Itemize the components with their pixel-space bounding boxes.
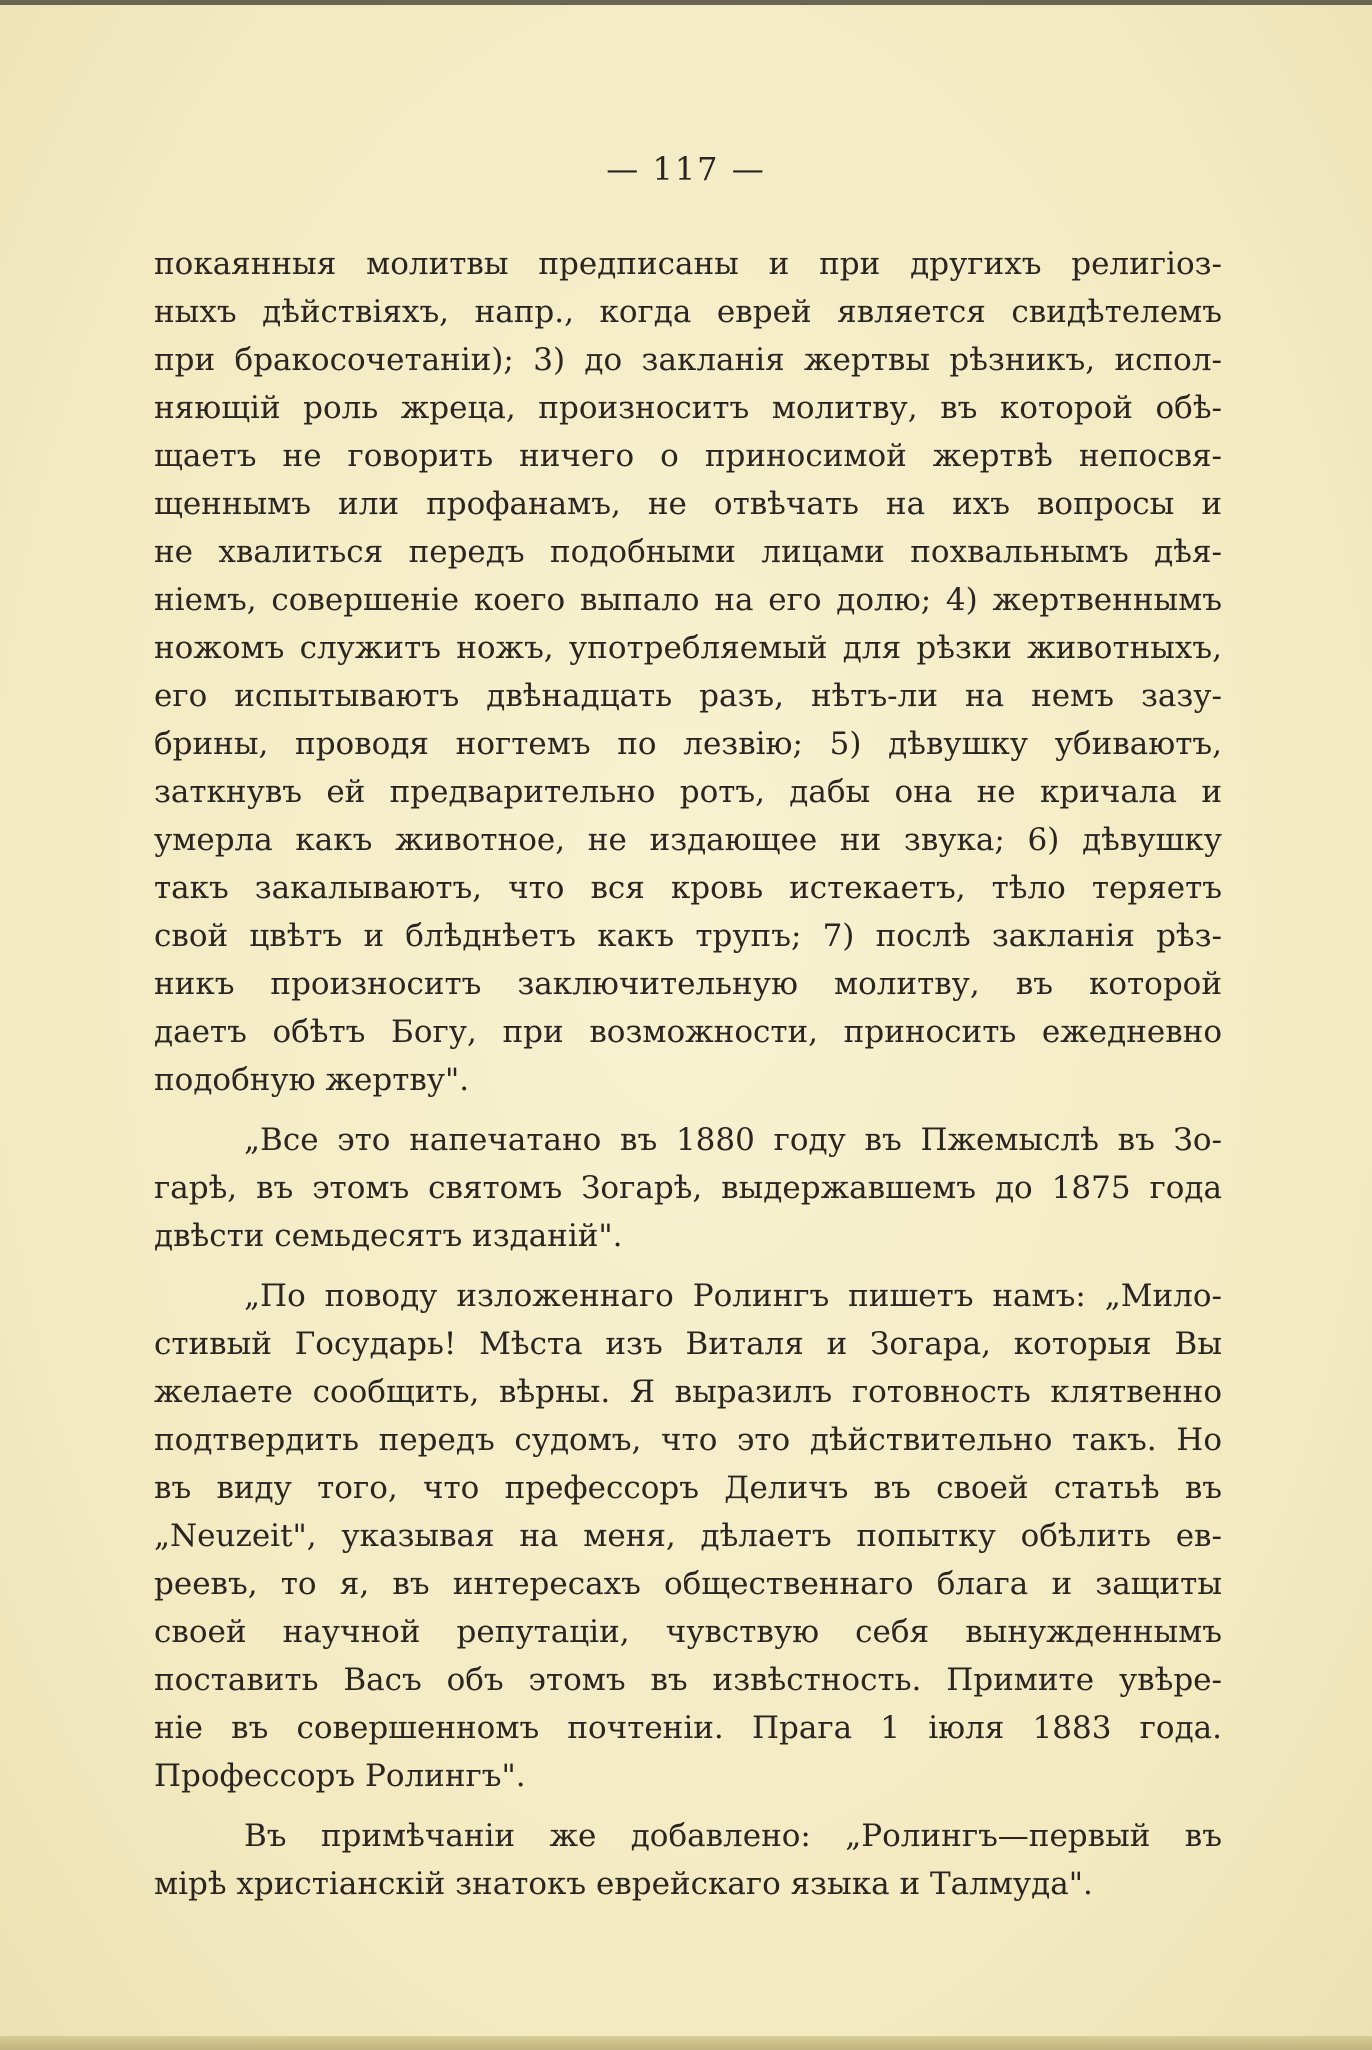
text-line: ныхъ дѣйствіяхъ, напр., когда еврей является свидѣтелемъ bbox=[154, 294, 1222, 330]
text-line: „Neuzeit", указывая на меня, дѣлаетъ попытку обѣлить ев- bbox=[154, 1518, 1222, 1554]
text-line: свой цвѣтъ и блѣднѣетъ какъ трупъ; 7) послѣ закланія рѣз- bbox=[154, 918, 1222, 954]
page-number: — 117 — bbox=[606, 150, 766, 188]
text-line: Профессоръ Ролингъ". bbox=[154, 1758, 526, 1794]
text-line: ніемъ, совершеніе коего выпало на его долю; 4) жертвеннымъ bbox=[154, 582, 1222, 618]
text-line: такъ закалываютъ, что вся кровь истекаетъ, тѣло теряетъ bbox=[154, 870, 1222, 906]
text-line: реевъ, то я, въ интересахъ общественнаго блага и защиты bbox=[154, 1566, 1222, 1602]
text-line: „Все это напечатано въ 1880 году въ Пжемыслѣ въ Зо- bbox=[244, 1122, 1222, 1158]
text-line: ніе въ совершенномъ почтеніи. Прага 1 іюля 1883 года. bbox=[154, 1710, 1222, 1746]
text-line: своей научной репутаціи, чувствую себя вынужденнымъ bbox=[154, 1614, 1222, 1650]
text-line: умерла какъ животное, не издающее ни звука; 6) дѣвушку bbox=[154, 822, 1222, 858]
text-line: брины, проводя ногтемъ по лезвію; 5) дѣвушку убиваютъ, bbox=[154, 726, 1222, 762]
page-bottom-edge bbox=[0, 2036, 1372, 2050]
text-line: ножомъ служитъ ножъ, употребляемый для рѣзки животныхъ, bbox=[154, 630, 1222, 666]
text-line: подтвердить передъ судомъ, что это дѣйствительно такъ. Но bbox=[154, 1422, 1222, 1458]
paragraph-p3 bbox=[154, 1272, 1222, 1800]
text-line: щаетъ не говорить ничего о приносимой жертвѣ непосвя- bbox=[154, 438, 1222, 474]
text-line: няющій роль жреца, произноситъ молитву, въ которой обѣ- bbox=[154, 390, 1222, 426]
text-line: „По поводу изложеннаго Ролингъ пишетъ намъ: „Мило- bbox=[244, 1278, 1222, 1314]
text-line: гарѣ, въ этомъ святомъ Зогарѣ, выдержавшемъ до 1875 года bbox=[154, 1170, 1222, 1206]
text-line: мірѣ христіанскій знатокъ еврейскаго языка и Талмуда". bbox=[154, 1866, 1093, 1902]
body-text bbox=[154, 240, 1222, 1920]
text-line: щеннымъ или профанамъ, не отвѣчать на ихъ вопросы и bbox=[154, 486, 1222, 522]
paragraph-p1 bbox=[154, 240, 1222, 1104]
text-line: подобную жертву". bbox=[154, 1062, 470, 1098]
text-line: его испытываютъ двѣнадцать разъ, нѣтъ-ли на немъ зазу- bbox=[154, 678, 1222, 714]
text-line: двѣсти семьдесятъ изданій". bbox=[154, 1218, 623, 1254]
paragraph-p4 bbox=[154, 1812, 1222, 1908]
paragraph-p2 bbox=[154, 1116, 1222, 1260]
text-line: желаете сообщить, вѣрны. Я выразилъ готовность клятвенно bbox=[154, 1374, 1222, 1410]
text-line: при бракосочетаніи); 3) до закланія жертвы рѣзникъ, испол- bbox=[154, 342, 1222, 378]
text-line: стивый Государь! Мѣста изъ Виталя и Зогара, которыя Вы bbox=[154, 1326, 1222, 1362]
text-line: не хвалиться передъ подобными лицами похвальнымъ дѣя- bbox=[154, 534, 1222, 570]
page-top-edge bbox=[0, 0, 1372, 5]
text-line: покаянныя молитвы предписаны и при другихъ религіоз- bbox=[154, 246, 1222, 282]
text-line: заткнувъ ей предварительно ротъ, дабы она не кричала и bbox=[154, 774, 1222, 810]
text-line: въ виду того, что префессоръ Деличъ въ своей статьѣ въ bbox=[154, 1470, 1222, 1506]
text-line: никъ произноситъ заключительную молитву, въ которой bbox=[154, 966, 1222, 1002]
text-line: даетъ обѣтъ Богу, при возможности, приносить ежедневно bbox=[154, 1014, 1222, 1050]
text-line: Въ примѣчаніи же добавлено: „Ролингъ—первый въ bbox=[244, 1818, 1222, 1854]
text-line: поставить Васъ объ этомъ въ извѣстность. Примите увѣре- bbox=[154, 1662, 1222, 1698]
